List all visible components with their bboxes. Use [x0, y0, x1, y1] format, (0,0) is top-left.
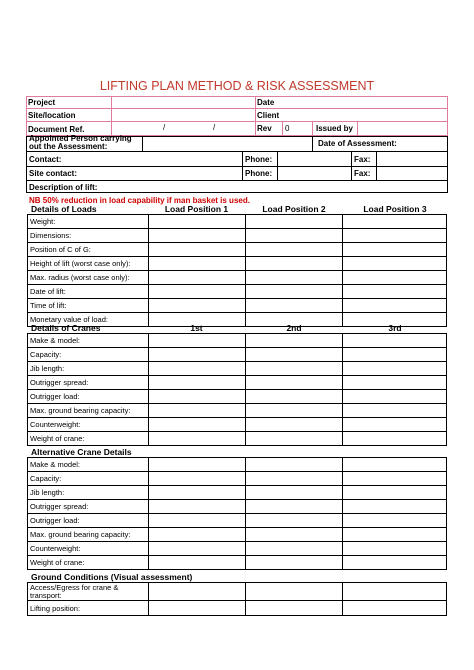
cell[interactable]	[245, 432, 343, 446]
cell[interactable]	[245, 514, 343, 528]
cell[interactable]	[148, 583, 245, 601]
cell[interactable]	[343, 257, 447, 271]
cell[interactable]	[245, 299, 343, 313]
cell[interactable]	[148, 299, 245, 313]
cell[interactable]	[245, 404, 343, 418]
cell[interactable]	[245, 243, 343, 257]
row-label: Date of lift:	[28, 285, 149, 299]
cell[interactable]	[148, 472, 245, 486]
table-row	[28, 458, 447, 472]
ground-table	[27, 582, 447, 616]
row-label: Monetary value of load:	[28, 313, 149, 327]
loads-table	[27, 214, 447, 327]
cell[interactable]	[148, 362, 245, 376]
cell[interactable]	[343, 542, 447, 556]
cell[interactable]	[148, 432, 245, 446]
cell[interactable]	[245, 583, 343, 601]
cell[interactable]	[343, 432, 447, 446]
cell[interactable]	[343, 348, 447, 362]
table-row	[28, 257, 447, 271]
cell[interactable]	[245, 458, 343, 472]
table-row	[28, 500, 447, 514]
loads-heading: Details of Loads	[31, 204, 97, 214]
cell[interactable]	[245, 472, 343, 486]
cell[interactable]	[343, 556, 447, 570]
cell[interactable]	[148, 514, 245, 528]
cell[interactable]	[245, 601, 343, 616]
cell[interactable]	[343, 458, 447, 472]
table-row	[28, 243, 447, 257]
alt-crane-table	[27, 457, 447, 570]
row-label: Jib length:	[28, 362, 149, 376]
cell[interactable]	[245, 542, 343, 556]
table-row	[28, 542, 447, 556]
cell[interactable]	[245, 390, 343, 404]
row-label: Outrigger spread:	[28, 376, 149, 390]
cell[interactable]	[245, 229, 343, 243]
cranes-table	[27, 333, 447, 446]
row-label: Lifting position:	[28, 601, 149, 616]
cell[interactable]	[343, 583, 447, 601]
row-label: Make & model:	[28, 334, 149, 348]
cell[interactable]	[148, 486, 245, 500]
cell[interactable]	[343, 404, 447, 418]
cell[interactable]	[148, 376, 245, 390]
row-label: Outrigger load:	[28, 390, 149, 404]
cell[interactable]	[343, 601, 447, 616]
cell[interactable]	[245, 362, 343, 376]
row-label: Capacity:	[28, 348, 149, 362]
cell[interactable]	[245, 556, 343, 570]
cell[interactable]	[245, 500, 343, 514]
ground-heading: Ground Conditions (Visual assessment)	[31, 572, 193, 582]
cell[interactable]	[343, 362, 447, 376]
table-row	[28, 556, 447, 570]
cell[interactable]	[245, 334, 343, 348]
issued-by-label: Issued by	[316, 124, 353, 133]
cell[interactable]	[245, 215, 343, 229]
cell[interactable]	[343, 229, 447, 243]
row-label: Max. radius (worst case only):	[28, 271, 149, 285]
cell[interactable]	[245, 257, 343, 271]
table-row	[28, 362, 447, 376]
phone-label-1: Phone:	[245, 155, 273, 164]
cell[interactable]	[245, 271, 343, 285]
table-row	[28, 418, 447, 432]
cell[interactable]	[343, 334, 447, 348]
document-ref-label: Document Ref.	[28, 125, 85, 134]
site-contact-label: Site contact:	[29, 169, 78, 178]
cell[interactable]	[343, 215, 447, 229]
load-position-3-header: Load Position 3	[363, 204, 427, 214]
table-row	[28, 404, 447, 418]
cell[interactable]	[343, 500, 447, 514]
load-position-2-header: Load Position 2	[262, 204, 326, 214]
cell[interactable]	[148, 285, 245, 299]
cell[interactable]	[343, 271, 447, 285]
cell[interactable]	[245, 418, 343, 432]
cranes-heading: Details of Cranes	[31, 323, 101, 333]
cell[interactable]	[148, 229, 245, 243]
cell[interactable]	[148, 390, 245, 404]
row-label: Make & model:	[28, 458, 149, 472]
row-label: Position of C of G:	[28, 243, 149, 257]
row-label: Access/Egress for crane & transport:	[28, 583, 149, 601]
table-row	[28, 514, 447, 528]
table-row	[28, 271, 447, 285]
cell[interactable]	[343, 486, 447, 500]
load-position-1-header: Load Position 1	[164, 204, 229, 214]
cell[interactable]	[148, 404, 245, 418]
contact-label: Contact:	[29, 155, 62, 164]
table-row	[28, 472, 447, 486]
description-label: Description of lift:	[29, 183, 98, 192]
crane-2nd-header: 2nd	[286, 323, 302, 333]
cell[interactable]	[148, 528, 245, 542]
project-label: Project	[28, 98, 56, 107]
table-row	[28, 229, 447, 243]
table-row	[28, 376, 447, 390]
date-slash-2: /	[213, 123, 216, 132]
row-label: Max. ground bearing capacity:	[28, 528, 149, 542]
table-row	[28, 486, 447, 500]
cell[interactable]	[148, 500, 245, 514]
date-label: Date	[257, 98, 275, 107]
table-row	[28, 348, 447, 362]
row-label: Counterweight:	[28, 418, 149, 432]
date-slash-1: /	[163, 123, 166, 132]
cell[interactable]	[148, 348, 245, 362]
date-of-assessment-label: Date of Assessment:	[318, 139, 397, 148]
cell[interactable]	[343, 514, 447, 528]
cell[interactable]	[343, 418, 447, 432]
table-row	[28, 215, 447, 229]
cell[interactable]	[245, 285, 343, 299]
cell[interactable]	[343, 299, 447, 313]
table-row	[28, 601, 447, 616]
cell[interactable]	[343, 285, 447, 299]
crane-1st-header: 1st	[190, 323, 203, 333]
table-row	[28, 299, 447, 313]
row-label: Weight of crane:	[28, 432, 149, 446]
cell[interactable]	[148, 542, 245, 556]
appointed-person-label: Appointed Person carrying out the Assessment:	[29, 134, 132, 151]
cell[interactable]	[343, 528, 447, 542]
table-row	[28, 528, 447, 542]
table-row	[28, 285, 447, 299]
table-row	[28, 583, 447, 601]
site-location-label: Site/location	[28, 111, 76, 120]
man-basket-note: NB 50% reduction in load capability if man basket is used.	[29, 196, 250, 205]
cell[interactable]	[245, 528, 343, 542]
row-label: Max. ground bearing capacity:	[28, 404, 149, 418]
cell[interactable]	[148, 601, 245, 616]
cell[interactable]	[148, 215, 245, 229]
row-label: Time of lift:	[28, 299, 149, 313]
alt-crane-heading: Alternative Crane Details	[31, 447, 132, 457]
cell[interactable]	[245, 348, 343, 362]
phone-label-2: Phone:	[245, 169, 273, 178]
row-label: Jib length:	[28, 486, 149, 500]
cell[interactable]	[343, 243, 447, 257]
header-block	[26, 96, 448, 136]
cell[interactable]	[148, 334, 245, 348]
cell[interactable]	[148, 243, 245, 257]
rev-value: 0	[285, 124, 290, 133]
table-row	[28, 432, 447, 446]
cell[interactable]	[148, 418, 245, 432]
crane-3rd-header: 3rd	[388, 323, 402, 333]
cell[interactable]	[343, 472, 447, 486]
cell[interactable]	[148, 257, 245, 271]
page-title: LIFTING PLAN METHOD & RISK ASSESSMENT	[99, 79, 375, 93]
cell[interactable]	[148, 458, 245, 472]
cell[interactable]	[148, 556, 245, 570]
cell[interactable]	[343, 390, 447, 404]
cell[interactable]	[148, 271, 245, 285]
row-label: Height of lift (worst case only):	[28, 257, 149, 271]
table-row	[28, 334, 447, 348]
row-label: Weight:	[28, 215, 149, 229]
table-row	[28, 390, 447, 404]
client-label: Client	[257, 111, 280, 120]
row-label: Dimensions:	[28, 229, 149, 243]
row-label: Outrigger spread:	[28, 500, 149, 514]
cell[interactable]	[245, 486, 343, 500]
fax-label-1: Fax:	[354, 155, 371, 164]
row-label: Outrigger load:	[28, 514, 149, 528]
cell[interactable]	[343, 376, 447, 390]
cell[interactable]	[245, 376, 343, 390]
row-label: Counterweight:	[28, 542, 149, 556]
rev-label: Rev	[257, 124, 272, 133]
fax-label-2: Fax:	[354, 169, 371, 178]
row-label: Capacity:	[28, 472, 149, 486]
row-label: Weight of crane:	[28, 556, 149, 570]
